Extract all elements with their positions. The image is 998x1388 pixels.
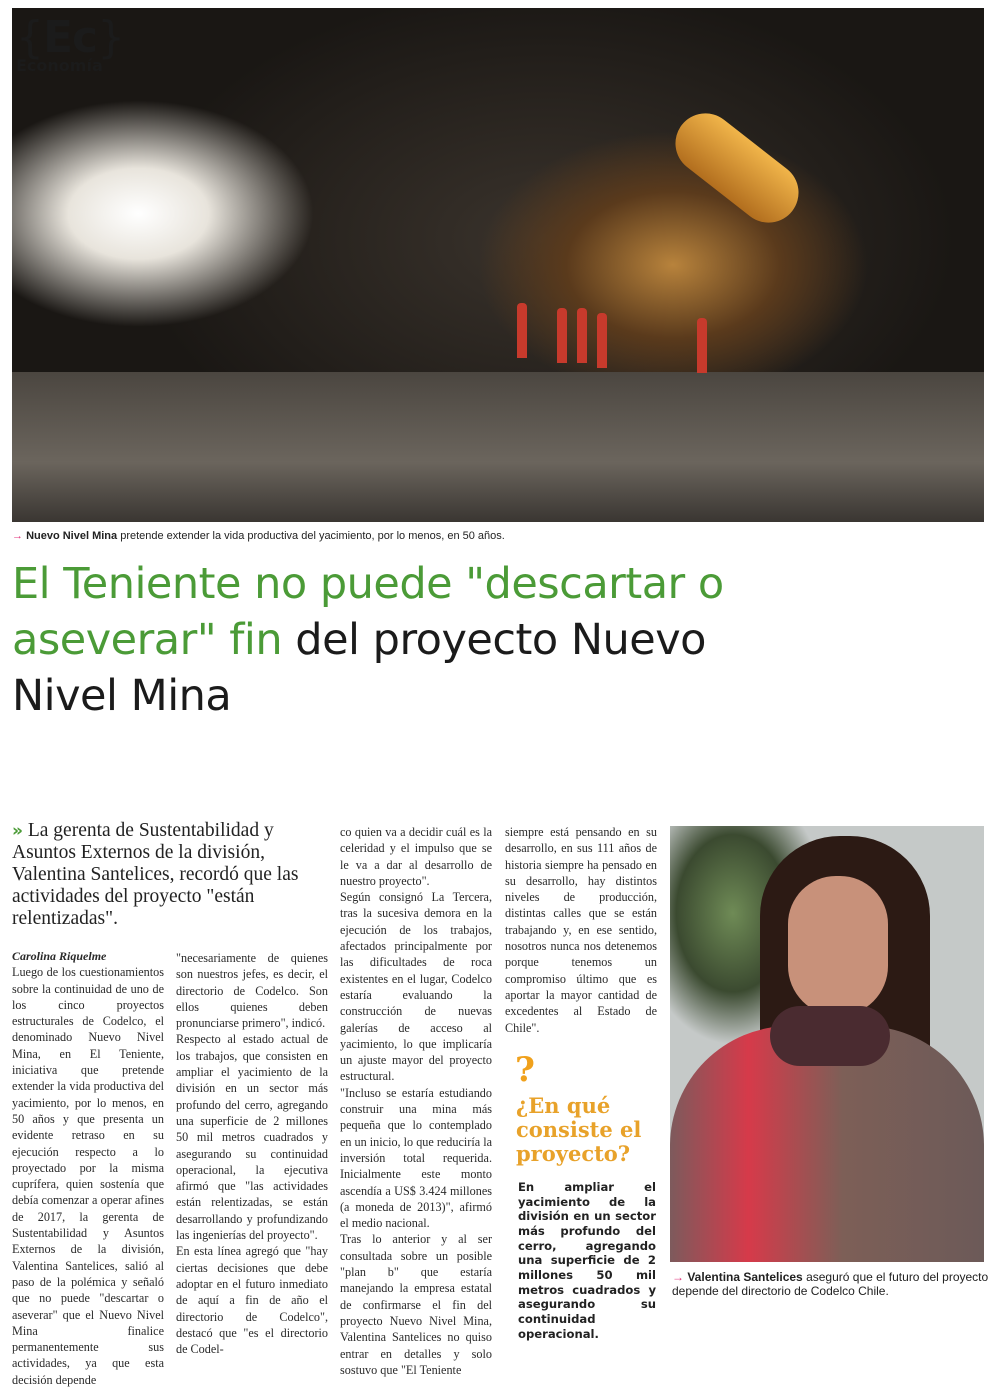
lead-paragraph: » La gerenta de Sustentabilidad y Asuntos Externos de la división, Valentina Santelices, recordó que las actividades del proyecto "están relentizadas".: [12, 820, 299, 929]
portrait-caption: → Valentina Santelices aseguró que el futuro del proyecto depende del directorio de Codelco Chile.: [672, 1270, 989, 1298]
byline: Carolina Riquelme: [12, 949, 107, 963]
question-mark-icon: ?: [515, 1049, 535, 1090]
arrow-icon: →: [12, 530, 23, 542]
section-logo: {Ec} Economía: [16, 12, 125, 75]
worker: [597, 313, 607, 368]
sidebar-box-body: En ampliar el yacimiento de la división en un sector más profundo del cerro, agregando una superficie de 2 millones 50 mil metros cuadrados y asegurando su continuidad operacional.: [518, 1179, 656, 1341]
headline: El Teniente no puede "descartar o aseverar" fin del proyecto Nuevo Nivel Mina: [12, 559, 724, 721]
quote-mark-icon: »: [12, 821, 23, 841]
ventilation-duct: [663, 101, 810, 234]
arrow-icon: →: [672, 1270, 684, 1284]
tunnel-floor: [12, 372, 984, 522]
article-left-block: [12, 820, 328, 1388]
portrait-face: [788, 876, 888, 1016]
tunnel-photo: [12, 8, 984, 522]
portrait-photo: [670, 826, 984, 1262]
article-column-1: Carolina Riquelme Luego de los cuestionamientos sobre la continuidad de uno de los cinco proyectos estructurales de Codelco, el denominado Nuevo Nivel Mina, en El Teniente, iniciativa que pretende extender la vida productiva del yacimiento, por lo menos, en 50 años y que presenta un evidente retraso en su ejecución respecto a lo proyectado por la misma cuprífera, quien sostenía que debía comenzar a operar afines de 2017, la gerenta de Sustentabilidad y Asuntos Externos de la división, Valentina Santelices, salió al paso de la polémica y señaló que no puede "descartar o aseverar" que el Nuevo Nivel Mina finalice permanentemente sus actividades, ya que esta decisión depende: [12, 949, 164, 1387]
sidebar-box-title: ¿En qué consiste el proyecto?: [516, 1092, 642, 1166]
photo-caption: → Nuevo Nivel Mina pretende extender la vida productiva del yacimiento, por lo menos, en 50 años.: [12, 530, 505, 542]
article-column-3: co quien va a decidir cuál es la celeridad y el impulso que se le va a dar al desarrollo de nuestro proyecto". Según consignó La Tercera, tras la sucesiva demora en la ejecución de los trabajos, afectados principalmente por las dificultades de roca existentes en el lugar, Codelco estaría evaluando la construcción de nuevas galerías de acceso al yacimiento, lo que implicaría un ajuste mayor del proyecto estructural. "Incluso se estaría estudiando construir una mina más pequeña que lo contemplado en un inicio, lo que reduciría la inversión total requerida. Inicialmente este monto ascendía a US$ 3.424 millones (a moneda de 2013)", afirmó el medio nacional. Tras lo anterior y al ser consultada sobre un posible "plan b" que estaría manejando la empresa estatal de confirmarse el fin del proyecto Nuevo Nivel Mina, Valentina Santelices no quiso entrar en detalles y solo sostuvo que "El Teniente: [340, 825, 492, 1377]
portrait-scarf: [770, 1006, 890, 1066]
article-column-2: "necesariamente de quienes son nuestros jefes, es decir, el directorio de Codelco. Son ellos quienes deben pronunciarse primero", indicó. Respecto al estado actual de los trabajos, que consisten en ampliar el yacimiento de la división en un sector más profundo del cerro, agregando una superficie de 2 millones 50 mil metros cuadrados y asegurando su continuidad operacional, la ejecutiva afirmó que "las actividades están relentizadas, se están desarrollando y profundizando las ingenierías del proyecto". En esta línea agregó que "hay ciertas decisiones que debe adoptar en el futuro inmediato de aquí a fin de año el directorio de Codelco", destacó que "es el directorio de Codel-: [176, 951, 328, 1357]
worker: [557, 308, 567, 363]
worker: [517, 303, 527, 358]
worker: [697, 318, 707, 373]
section-name: Economía: [16, 56, 103, 75]
worker: [577, 308, 587, 363]
article-column-4: siempre está pensando en su desarrollo, en sus 111 años de historia siempre ha pensado en su desarrollo, hay distintos niveles de producción, distintas calles que se están trabajando y, en ese sentido, nosotros nunca nos detenemos porque tenemos un compromiso último que es aportar la mayor cantidad de excedentes al Estado de Chile". ? ¿En qué consiste el proyecto? En ampliar el yacimiento de la división en un sector más profundo del cerro, agregando una superficie de 2 millones 50 mil metros cuadrados y asegurando su continuidad operacional.: [505, 824, 657, 1342]
